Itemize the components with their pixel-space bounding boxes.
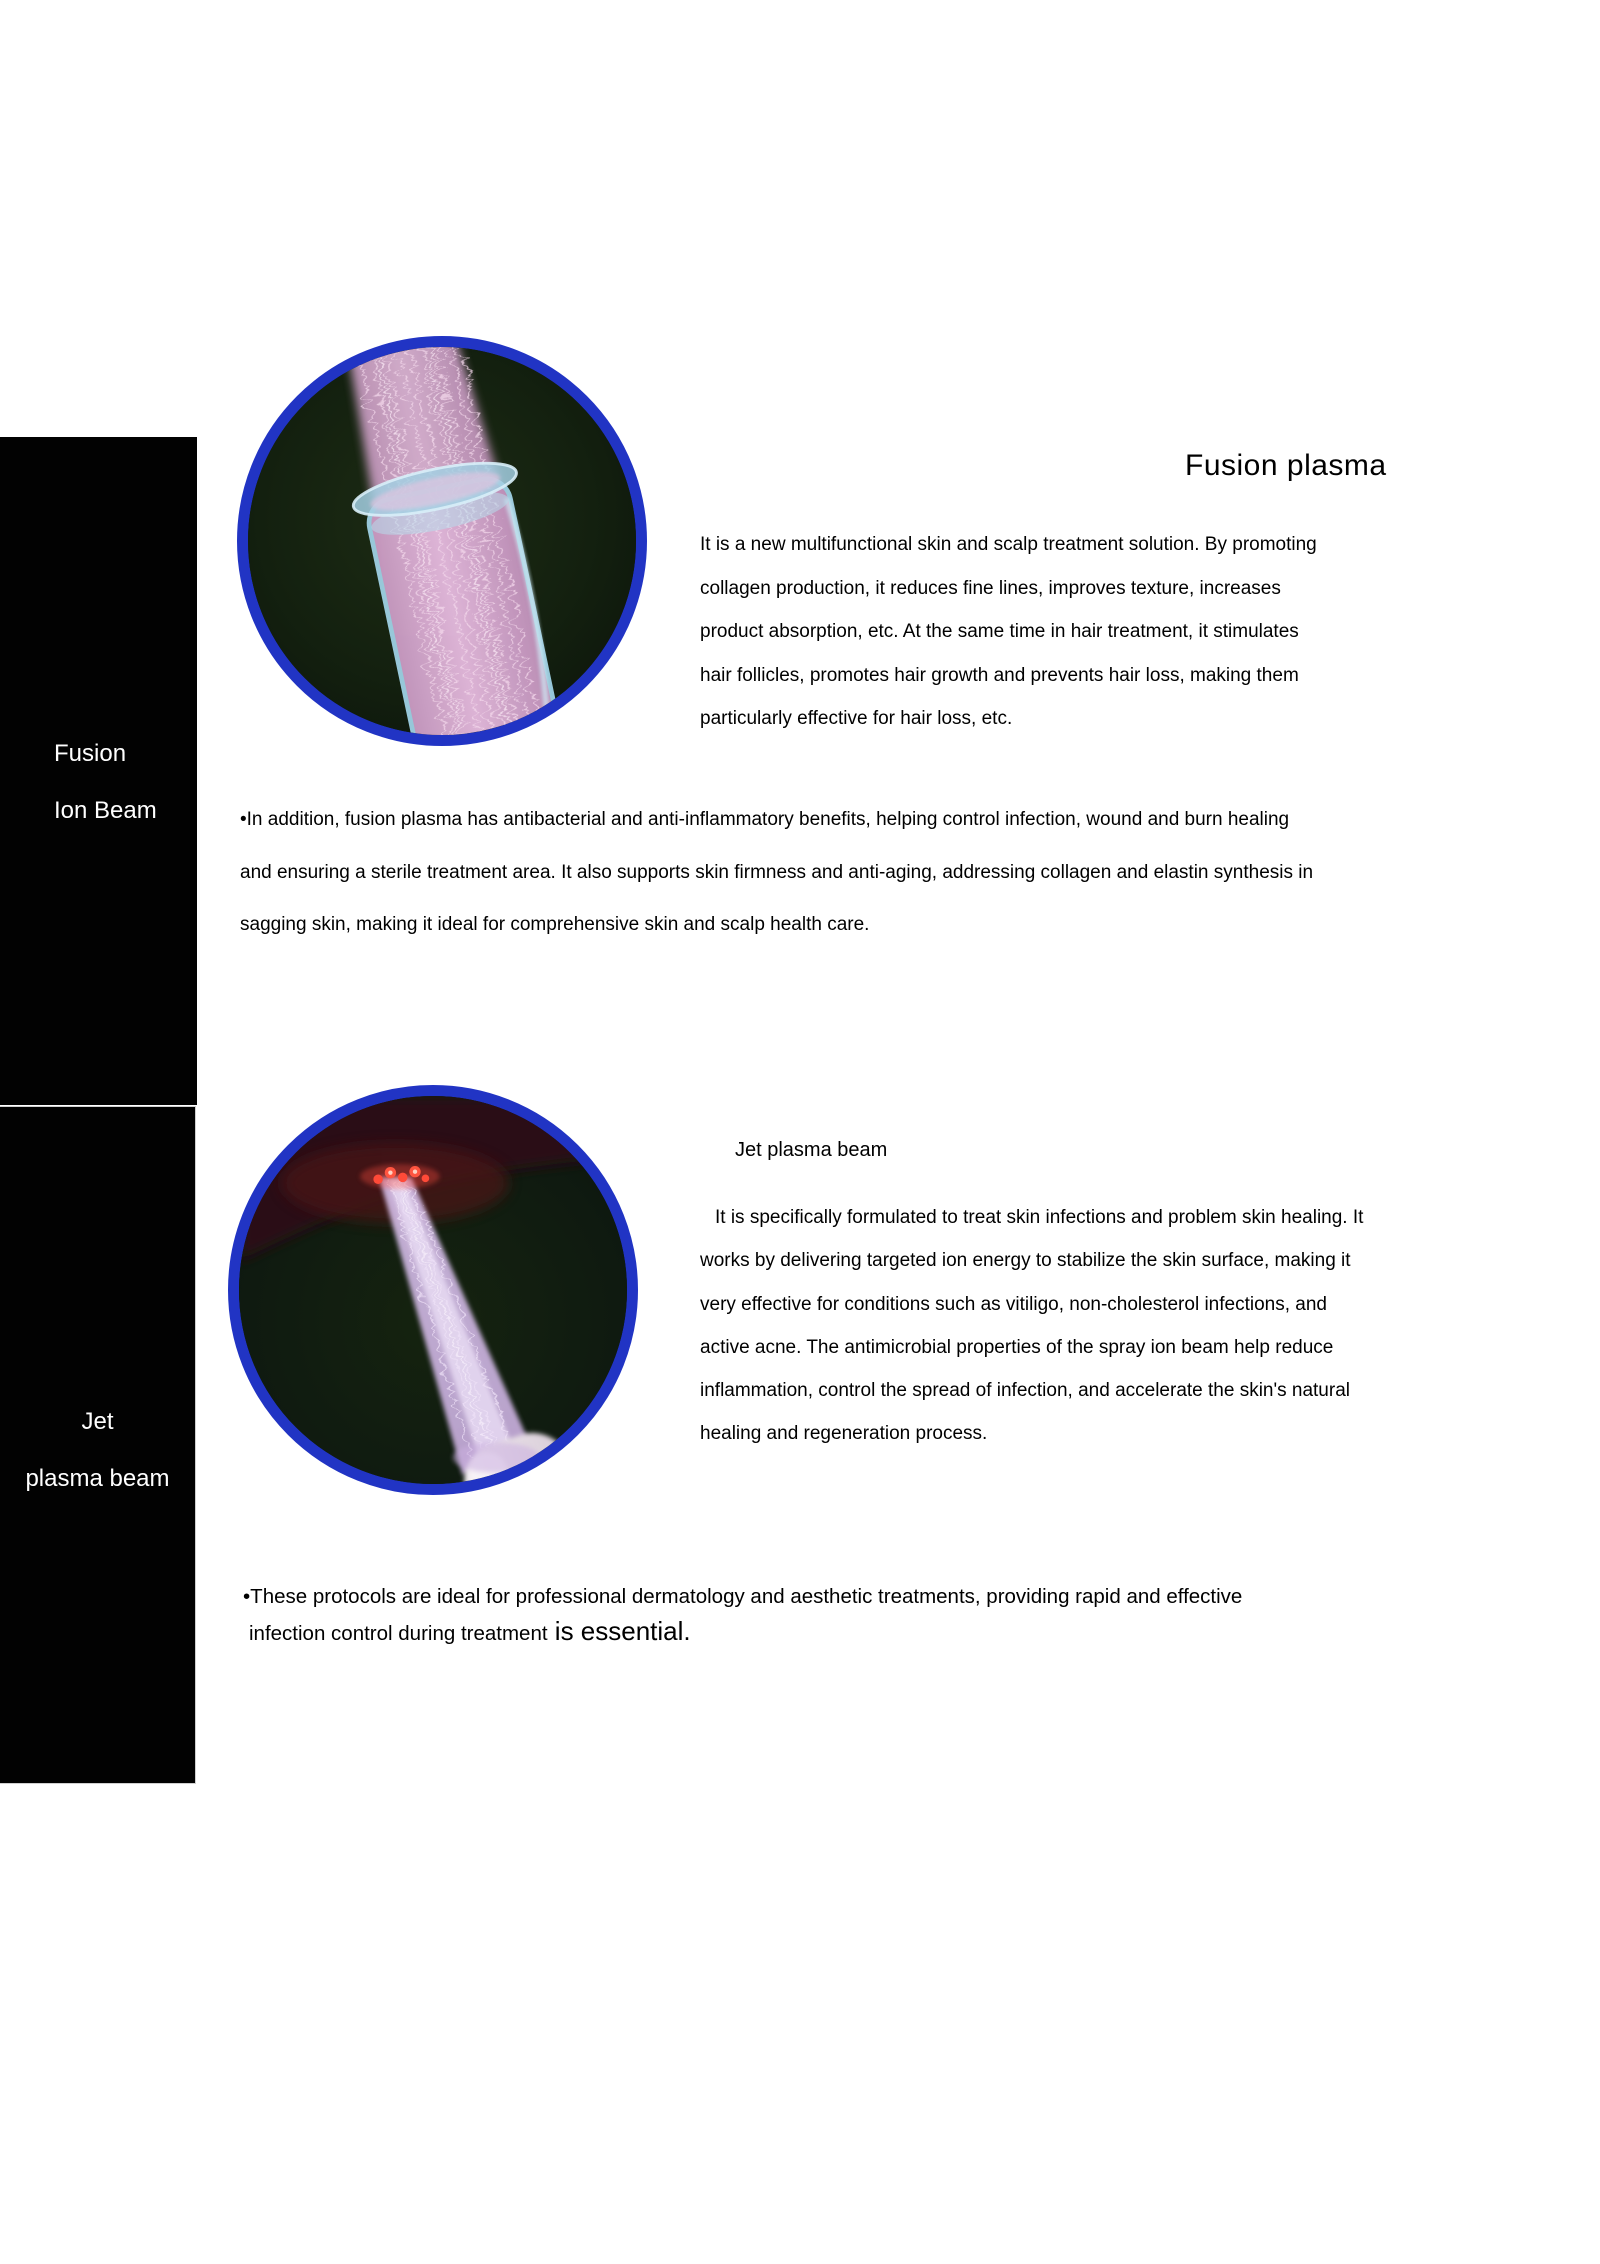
paragraph-line: •These protocols are ideal for professional dermatology and aesthetic treatments, providing rapid and effective	[243, 1585, 1243, 1608]
beam-base-glow	[453, 1442, 540, 1472]
paragraph-line: and ensuring a sterile treatment area. It also supports skin firmness and anti-aging, addressing collagen and elastin synthesis in	[240, 861, 1314, 883]
jet-plasma-photo	[228, 1085, 638, 1495]
paragraph-line: It is a new multifunctional skin and scalp treatment solution. By promoting	[700, 534, 1317, 555]
paragraph-line: product absorption, etc. At the same time in hair treatment, it stimulates	[700, 621, 1299, 642]
fusion-ion-beam-label-line2: Ion Beam	[54, 797, 157, 824]
jet-plasma-beam-heading: Jet plasma beam	[735, 1139, 888, 1161]
paragraph-line: inflammation, control the spread of infection, and accelerate the skin's natural	[700, 1380, 1350, 1402]
closing-normal-text: infection control during treatment	[249, 1622, 548, 1645]
paragraph-line	[243, 1614, 1242, 1651]
paragraph-line: sagging skin, making it ideal for comprehensive skin and scalp health care.	[240, 914, 870, 935]
paragraph-line: healing and regeneration process.	[700, 1423, 988, 1445]
jet-plasma-photo-art	[239, 1096, 627, 1484]
fusion-plasma-title: Fusion plasma	[1185, 449, 1387, 482]
fusion-plasma-photo	[237, 336, 647, 746]
fusion-intro-paragraph	[700, 523, 1317, 741]
paragraph-line: works by delivering targeted ion energy to stabilize the skin surface, making it	[700, 1250, 1351, 1272]
fusion-bullet-paragraph	[240, 794, 1313, 952]
paragraph-line: hair follicles, promotes hair growth and prevents hair loss, making them	[700, 664, 1299, 686]
jet-body-paragraph	[700, 1196, 1363, 1456]
sidebar-fusion-ion-beam	[0, 437, 197, 1105]
paragraph-line: very effective for conditions such as vitiligo, non-cholesterol infections, and	[700, 1293, 1327, 1315]
paragraph-line: particularly effective for hair loss, etc.	[700, 708, 1013, 729]
beam-contact-sparks	[360, 1164, 439, 1189]
closing-emphasis-text: is essential.	[547, 1616, 691, 1646]
closing-bullet-paragraph	[243, 1580, 1242, 1651]
jet-plasma-beam-label-line2: plasma beam	[25, 1465, 170, 1492]
paragraph-line: collagen production, it reduces fine lines, improves texture, increases	[700, 577, 1281, 599]
jet-plasma-beam-label-line1: Jet	[81, 1408, 114, 1435]
fusion-plasma-photo-art	[248, 347, 636, 735]
jet-plasma-beam-label	[0, 1393, 195, 1507]
paragraph-line: •In addition, fusion plasma has antibacterial and anti-inflammatory benefits, helping control infection, wound and burn healing	[240, 809, 1290, 830]
fusion-ion-beam-label	[0, 725, 197, 839]
paragraph-line: It is specifically formulated to treat skin infections and problem skin healing. It	[715, 1207, 1364, 1228]
paragraph-line: active acne. The antimicrobial properties of the spray ion beam help reduce	[700, 1336, 1334, 1358]
sidebar-jet-plasma-beam	[0, 1107, 195, 1783]
fusion-ion-beam-label-line1: Fusion	[54, 740, 127, 767]
